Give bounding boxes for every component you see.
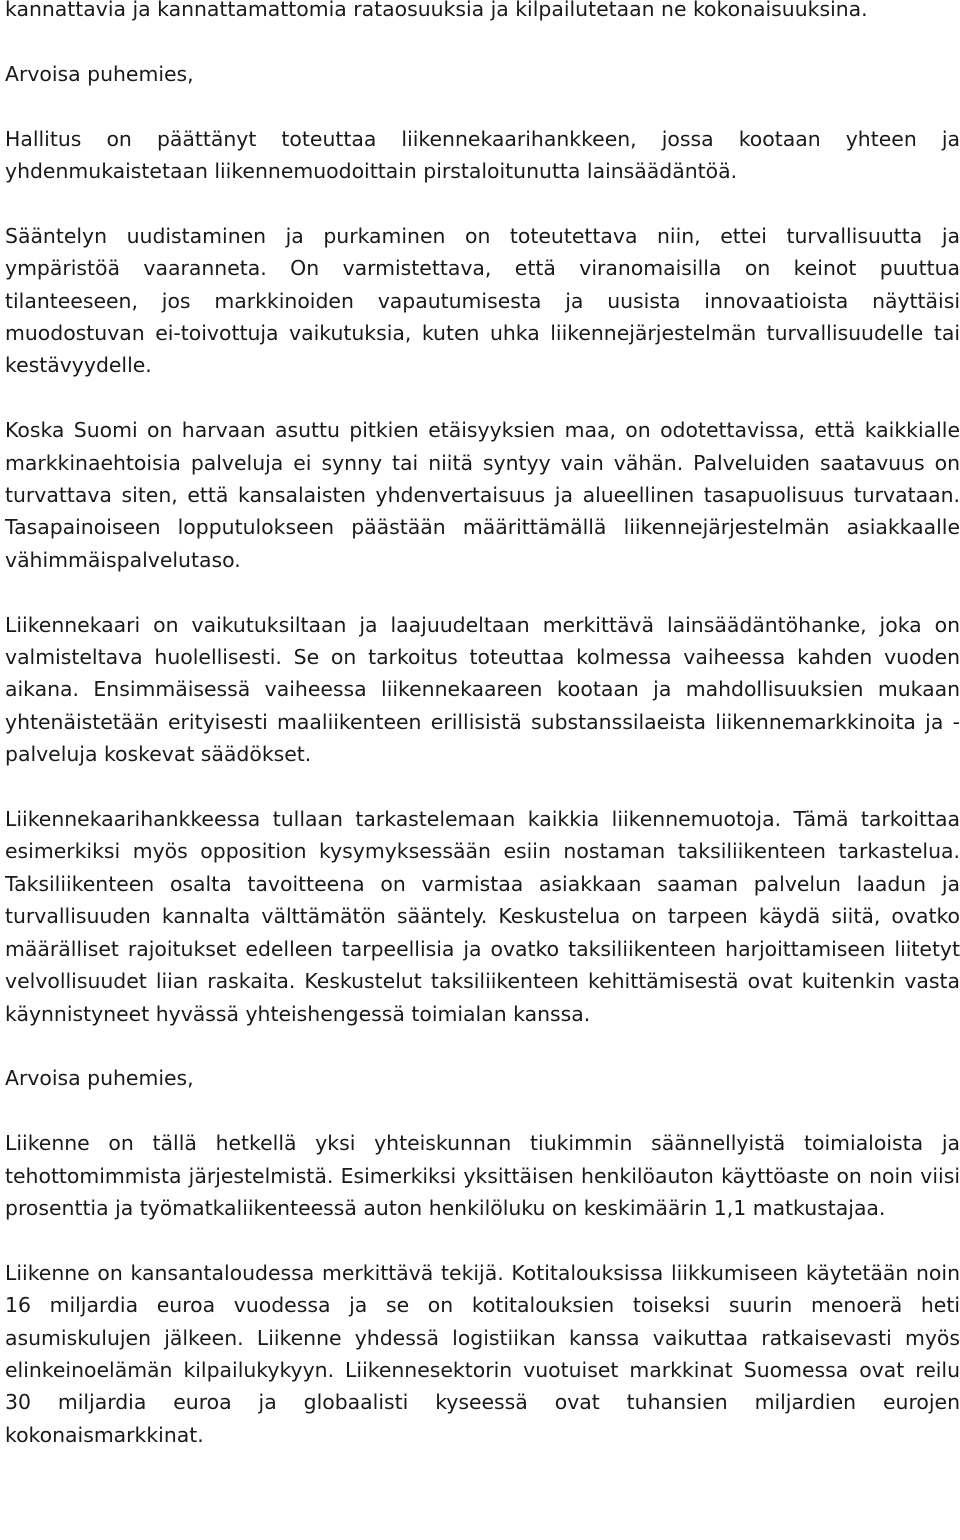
paragraph-2: Arvoisa puhemies, [5,61,194,86]
paragraph-5: Koska Suomi on harvaan asuttu pitkien etäisyyksien maa, on odotettavissa, että kaikkialle markkinaehtoisia palveluja ei synny tai niitä syntyy vain vähän. Palveluiden saatavuus on turvattava siten, että kansalaisten yhdenvertaisuus ja alueellinen tasapuolisuus turvataan. Tasapainoiseen lopputulokseen päästään määrittämällä liikennejärjestelmän asiakkaalle vähimmäispalvelutaso. [5,418,960,572]
paragraph-6: Liikennekaari on vaikutuksiltaan ja laajuudeltaan merkittävä lainsäädäntöhanke, joka on valmisteltava huolellisesti. Se on tarkoitus toteuttaa kolmessa vaiheessa kahden vuoden aikana. Ensimmäisessä vaiheessa liikennekaareen kootaan ja mahdollisuuksien mukaan yhtenäistetään erityisesti maaliikenteen erillisistä substanssilaeista liikennemarkkinoita ja -palveluja koskevat säädökset. [5,612,960,767]
paragraph-8: Arvoisa puhemies, [5,1066,194,1091]
paragraph-3: Hallitus on päättänyt toteuttaa liikennekaarihankkeen, jossa kootaan yhteen ja yhdenmukaistetaan liikennemuodoittain pirstaloitunutta lainsäädäntöä. [5,126,960,183]
paragraph-4: Sääntelyn uudistaminen ja purkaminen on toteutettava niin, ettei turvallisuutta ja ympäristöä vaaranneta. On varmistettava, että viranomaisilla on keinot puuttua tilanteeseen, jos markkinoiden vapautumisesta ja uusista innovaatioista näyttäisi muodostuvan ei-toivottuja vaikutuksia, kuten uhka liikennejärjestelmän turvallisuudelle tai kestävyydelle. [5,223,960,378]
paragraph-10: Liikenne on kansantaloudessa merkittävä tekijä. Kotitalouksissa liikkumiseen käytetään noin 16 miljardia euroa vuodessa ja se on kotitalouksien toiseksi suurin menoerä heti asumiskulujen jälkeen. Liikenne yhdessä logistiikan kanssa vaikuttaa ratkaisevasti myös elinkeinoelämän kilpailukykyyn. Liikennesektorin vuotuiset markkinat Suomessa ovat reilu 30 miljardia euroa ja globaalisti kyseessä ovat tuhansien miljardien eurojen kokonaismarkkinat. [5,1260,960,1447]
document-page [5,0,960,1451]
paragraph-1: kannattavia ja kannattamattomia rataosuuksia ja kilpailutetaan ne kokonaisuuksina. [5,0,868,21]
paragraph-9: Liikenne on tällä hetkellä yksi yhteiskunnan tiukimmin säännellyistä toimialoista ja tehottomimmista järjestelmistä. Esimerkiksi yksittäisen henkilöauton käyttöaste on noin viisi prosenttia ja työmatkaliikenteessä auton henkilöluku on keskimäärin 1,1 matkustajaa. [5,1131,960,1220]
paragraph-7: Liikennekaarihankkeessa tullaan tarkastelemaan kaikkia liikennemuotoja. Tämä tarkoittaa esimerkiksi myös opposition kysymyksessään esiin nostaman taksiliikenteen tarkastelua. Taksiliikenteen osalta tavoitteena on varmistaa asiakkaan saaman palvelun laadun ja turvallisuuden kannalta välttämätön sääntely. Keskustelua on tarpeen käydä siitä, ovatko määrälliset rajoitukset edelleen tarpeellisia ja ovatko taksiliikenteen harjoittamiseen liitetyt velvollisuudet liian raskaita. Keskustelut taksiliikenteen kehittämisestä ovat kuitenkin vasta käynnistyneet hyvässä yhteishengessä toimialan kanssa. [5,807,960,1026]
